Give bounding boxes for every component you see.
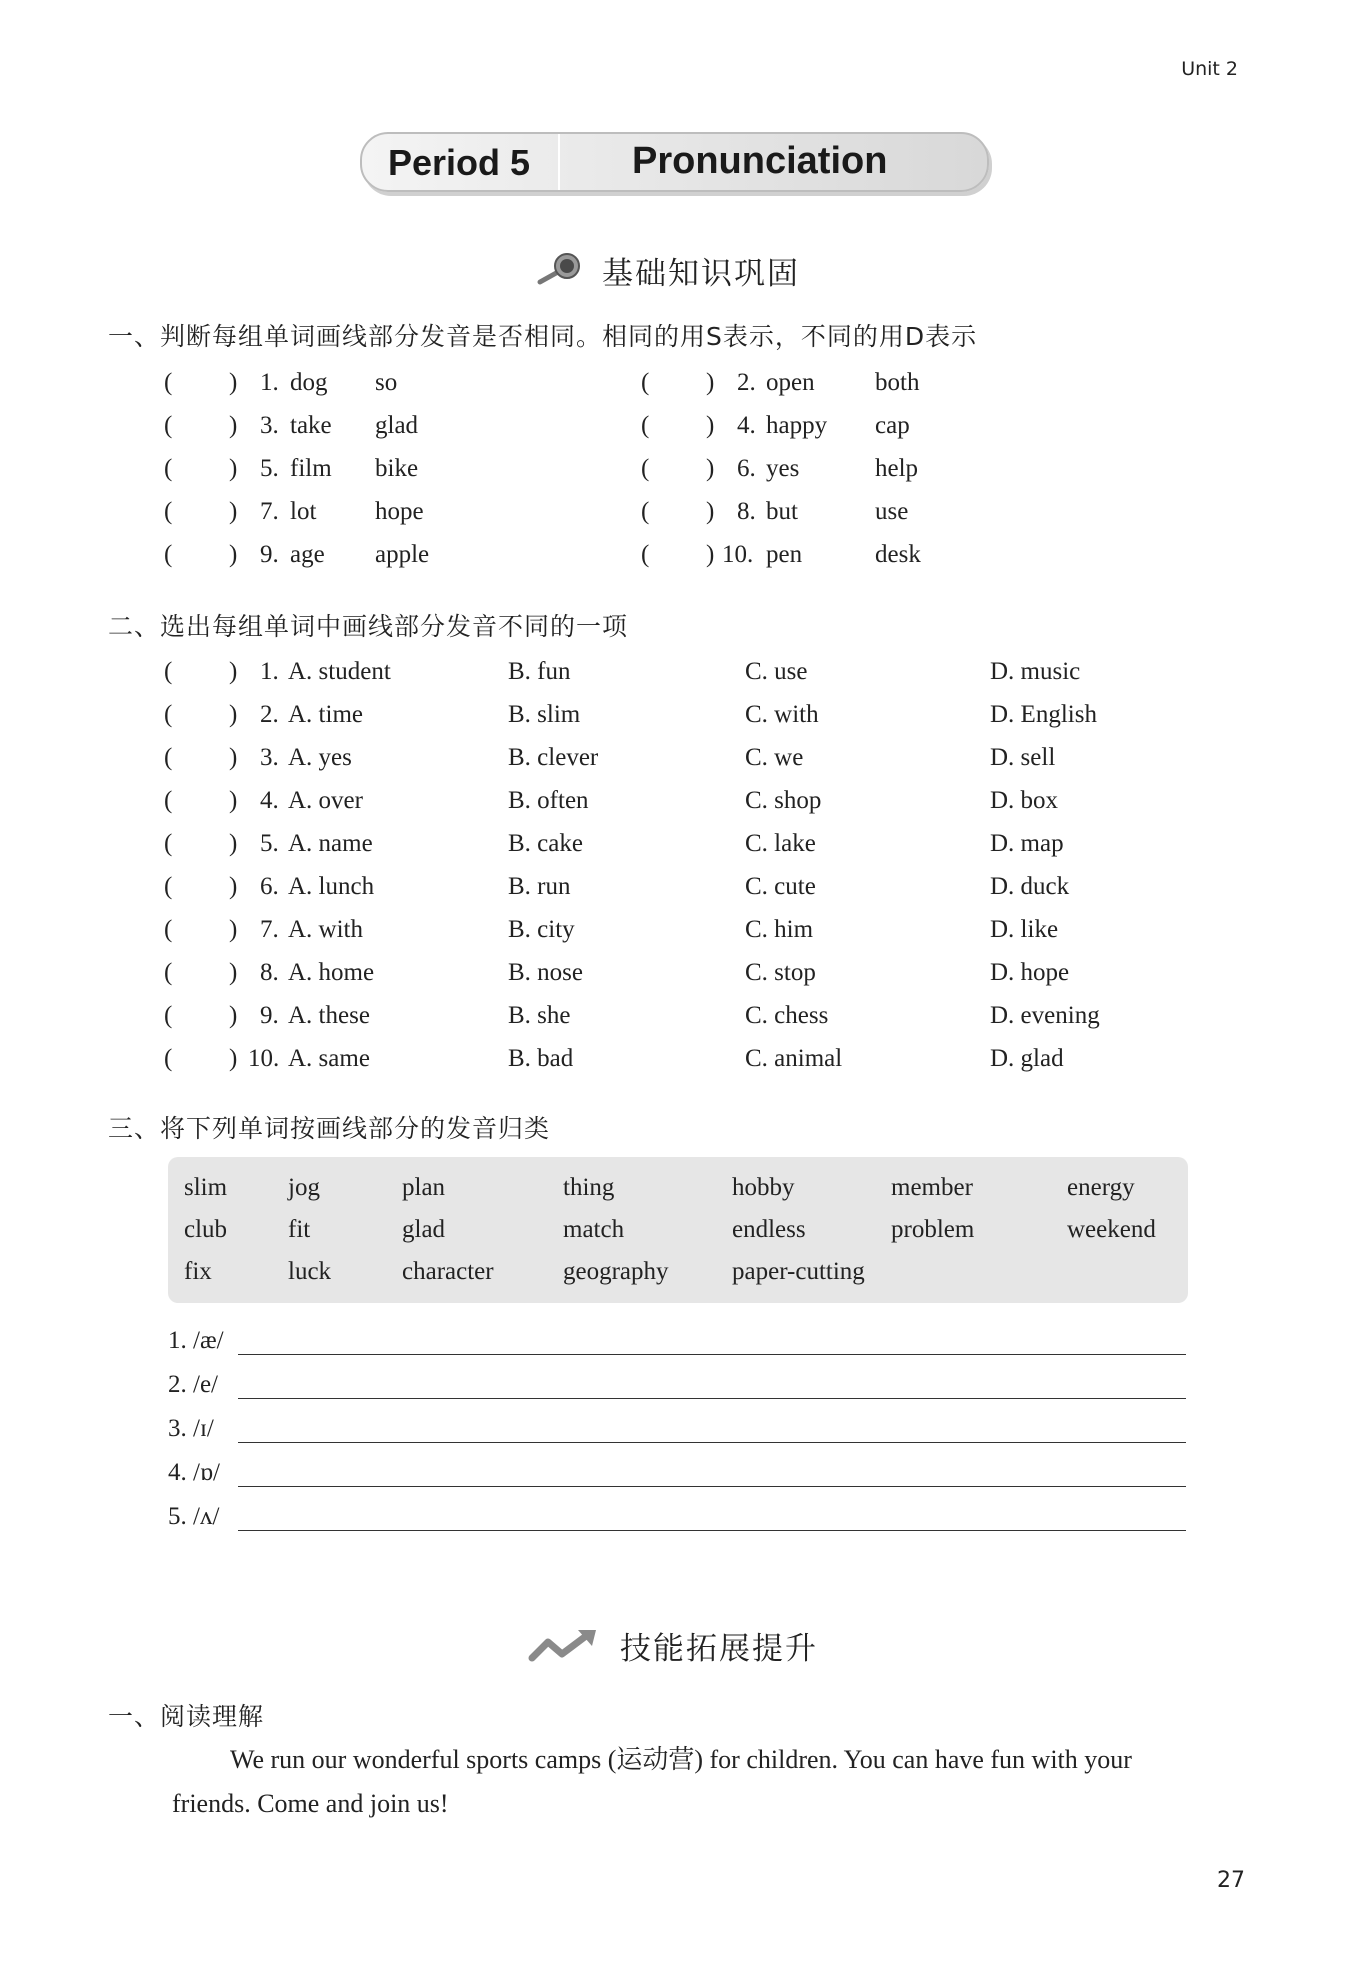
item-number: 1. [260,658,279,685]
item-number: 4. [260,787,279,814]
option-c: C. use [745,658,808,685]
item-number: 6. [260,873,279,900]
answer-bracket-close: ) [706,412,715,439]
answer-bracket-open: ( [164,498,173,525]
answer-bracket-close: ) [229,959,238,986]
item-number: 9. [260,1002,279,1029]
option-a: A. over [288,787,363,814]
sound-label: 3. /ɪ/ [168,1415,214,1442]
option-c: C. cute [745,873,816,900]
option-c: C. chess [745,1002,829,1029]
answer-bracket-open: ( [641,369,650,396]
magnifier-icon [536,248,584,288]
word-second: cap [875,412,910,439]
answer-bracket-open: ( [164,959,173,986]
answer-bracket-open: ( [164,412,173,439]
answer-bracket-open: ( [164,455,173,482]
item-number: 2. [260,701,279,728]
item-number: 3. [260,412,279,439]
option-d: D. music [990,658,1081,685]
word-bank-word: member [891,1174,973,1201]
answer-line[interactable] [238,1485,1186,1487]
answer-bracket-open: ( [164,658,173,685]
answer-bracket-open: ( [164,830,173,857]
passage-line: friends. Come and join us! [172,1789,449,1818]
answer-bracket-open: ( [164,916,173,943]
word-second: bike [375,455,419,482]
option-a: A. lunch [288,873,375,900]
option-b: B. cake [508,830,583,857]
option-d: D. box [990,787,1059,814]
section-skills-title: 技能拓展提升 [620,1631,818,1667]
banner-divider [558,134,560,190]
option-d: D. evening [990,1002,1100,1029]
option-d: D. map [990,830,1064,857]
word-first: dog [290,369,328,396]
word-bank-word: luck [288,1258,332,1285]
option-c: C. shop [745,787,822,814]
option-b: B. run [508,873,571,900]
answer-bracket-open: ( [641,412,650,439]
word-first: lot [290,498,317,525]
option-c: C. him [745,916,814,943]
word-bank-word: weekend [1067,1216,1156,1243]
answer-bracket-close: ) [229,916,238,943]
item-number: 9. [260,541,279,568]
part1-title: 一、判断每组单词画线部分发音是否相同。相同的用S表示，不同的用D表示 [108,322,978,351]
page-number: 27 [1217,1868,1245,1893]
item-number: 8. [260,959,279,986]
option-a: A. with [288,916,363,943]
option-a: A. same [288,1045,370,1072]
answer-bracket-open: ( [164,787,173,814]
word-second: hope [375,498,424,525]
item-number: 8. [737,498,756,525]
option-b: B. slim [508,701,581,728]
answer-bracket-open: ( [164,744,173,771]
answer-bracket-close: ) [229,830,238,857]
item-number: 5. [260,455,279,482]
answer-bracket-close: ) [229,787,238,814]
word-second: apple [375,541,430,568]
option-a: A. yes [288,744,352,771]
sound-label: 2. /e/ [168,1371,218,1398]
option-a: A. these [288,1002,370,1029]
word-bank-word: plan [402,1174,446,1201]
answer-line[interactable] [238,1529,1186,1531]
word-bank-word: paper-cutting [732,1258,865,1285]
answer-bracket-close: ) [229,873,238,900]
answer-bracket-close: ) [229,369,238,396]
option-a: A. time [288,701,363,728]
option-c: C. with [745,701,819,728]
option-d: D. duck [990,873,1070,900]
item-number: 4. [737,412,756,439]
word-first: film [290,455,332,482]
word-second: glad [375,412,419,439]
word-bank-word: club [184,1216,228,1243]
word-first: age [290,541,325,568]
item-number: 10. [248,1045,280,1072]
answer-bracket-close: ) [229,541,238,568]
option-a: A. home [288,959,375,986]
option-c: C. stop [745,959,816,986]
item-number: 3. [260,744,279,771]
item-number: 1. [260,369,279,396]
section-basic-title: 基础知识巩固 [602,256,800,292]
answer-bracket-close: ) [706,455,715,482]
word-bank-word: endless [732,1216,806,1243]
answer-bracket-close: ) [229,498,238,525]
word-bank-word: match [563,1216,625,1243]
answer-line[interactable] [238,1397,1186,1399]
item-number: 7. [260,498,279,525]
option-b: B. clever [508,744,599,771]
answer-bracket-open: ( [164,873,173,900]
answer-bracket-close: ) [229,1002,238,1029]
option-d: D. hope [990,959,1070,986]
option-a: A. student [288,658,391,685]
word-bank-word: problem [891,1216,975,1243]
period-label: Period 5 [388,142,531,183]
option-b: B. nose [508,959,583,986]
option-d: D. sell [990,744,1056,771]
word-first: but [766,498,798,525]
item-number: 5. [260,830,279,857]
answer-bracket-close: ) [229,701,238,728]
unit-label: Unit 2 [1181,58,1238,80]
option-d: D. English [990,701,1097,728]
option-b: B. often [508,787,589,814]
word-first: pen [766,541,803,568]
option-b: B. city [508,916,575,943]
period-banner [360,132,989,192]
answer-bracket-close: ) [229,455,238,482]
word-bank-word: geography [563,1258,669,1285]
period-topic: Pronunciation [632,140,888,182]
word-first: take [290,412,332,439]
option-c: C. we [745,744,804,771]
option-b: B. fun [508,658,571,685]
word-bank-word: fit [288,1216,311,1243]
word-bank-word: glad [402,1216,446,1243]
passage-line: We run our wonderful sports camps (运动营) for children. You can have fun with your [230,1745,1132,1774]
answer-line[interactable] [238,1353,1186,1355]
option-c: C. animal [745,1045,843,1072]
answer-line[interactable] [238,1441,1186,1443]
word-second: desk [875,541,921,568]
answer-bracket-close: ) [706,498,715,525]
answer-bracket-close: ) [229,1045,238,1072]
item-number: 6. [737,455,756,482]
word-bank-word: thing [563,1174,615,1201]
option-d: D. like [990,916,1059,943]
word-bank-word: hobby [732,1174,795,1201]
part2-title: 二、选出每组单词中画线部分发音不同的一项 [108,612,629,641]
sound-label: 5. /ʌ/ [168,1503,220,1530]
answer-bracket-open: ( [164,541,173,568]
part3-title: 三、将下列单词按画线部分的发音归类 [108,1114,551,1143]
item-number: 2. [737,369,756,396]
item-number: 7. [260,916,279,943]
item-number: 10. [722,541,754,568]
trend-arrow-icon [528,1628,600,1664]
option-a: A. name [288,830,373,857]
option-c: C. lake [745,830,816,857]
sound-label: 4. /ɒ/ [168,1459,220,1486]
answer-bracket-open: ( [641,498,650,525]
word-bank-word: jog [288,1174,320,1201]
answer-bracket-open: ( [164,1045,173,1072]
word-bank-word: slim [184,1174,228,1201]
answer-bracket-open: ( [164,369,173,396]
word-second: use [875,498,909,525]
word-first: open [766,369,815,396]
answer-bracket-open: ( [641,455,650,482]
word-second: help [875,455,919,482]
word-second: so [375,369,398,396]
word-bank-word: character [402,1258,494,1285]
answer-bracket-close: ) [706,369,715,396]
answer-bracket-close: ) [229,744,238,771]
option-d: D. glad [990,1045,1064,1072]
answer-bracket-close: ) [706,541,715,568]
word-first: yes [766,455,800,482]
answer-bracket-close: ) [229,412,238,439]
answer-bracket-open: ( [164,701,173,728]
word-first: happy [766,412,828,439]
reading-title: 一、阅读理解 [108,1702,265,1731]
option-b: B. bad [508,1045,574,1072]
option-b: B. she [508,1002,571,1029]
sound-label: 1. /æ/ [168,1327,224,1354]
answer-bracket-close: ) [229,658,238,685]
answer-bracket-open: ( [164,1002,173,1029]
word-bank-word: energy [1067,1174,1135,1201]
answer-bracket-open: ( [641,541,650,568]
reading-passage [172,1738,1212,1826]
word-second: both [875,369,920,396]
word-bank-word: fix [184,1258,212,1285]
